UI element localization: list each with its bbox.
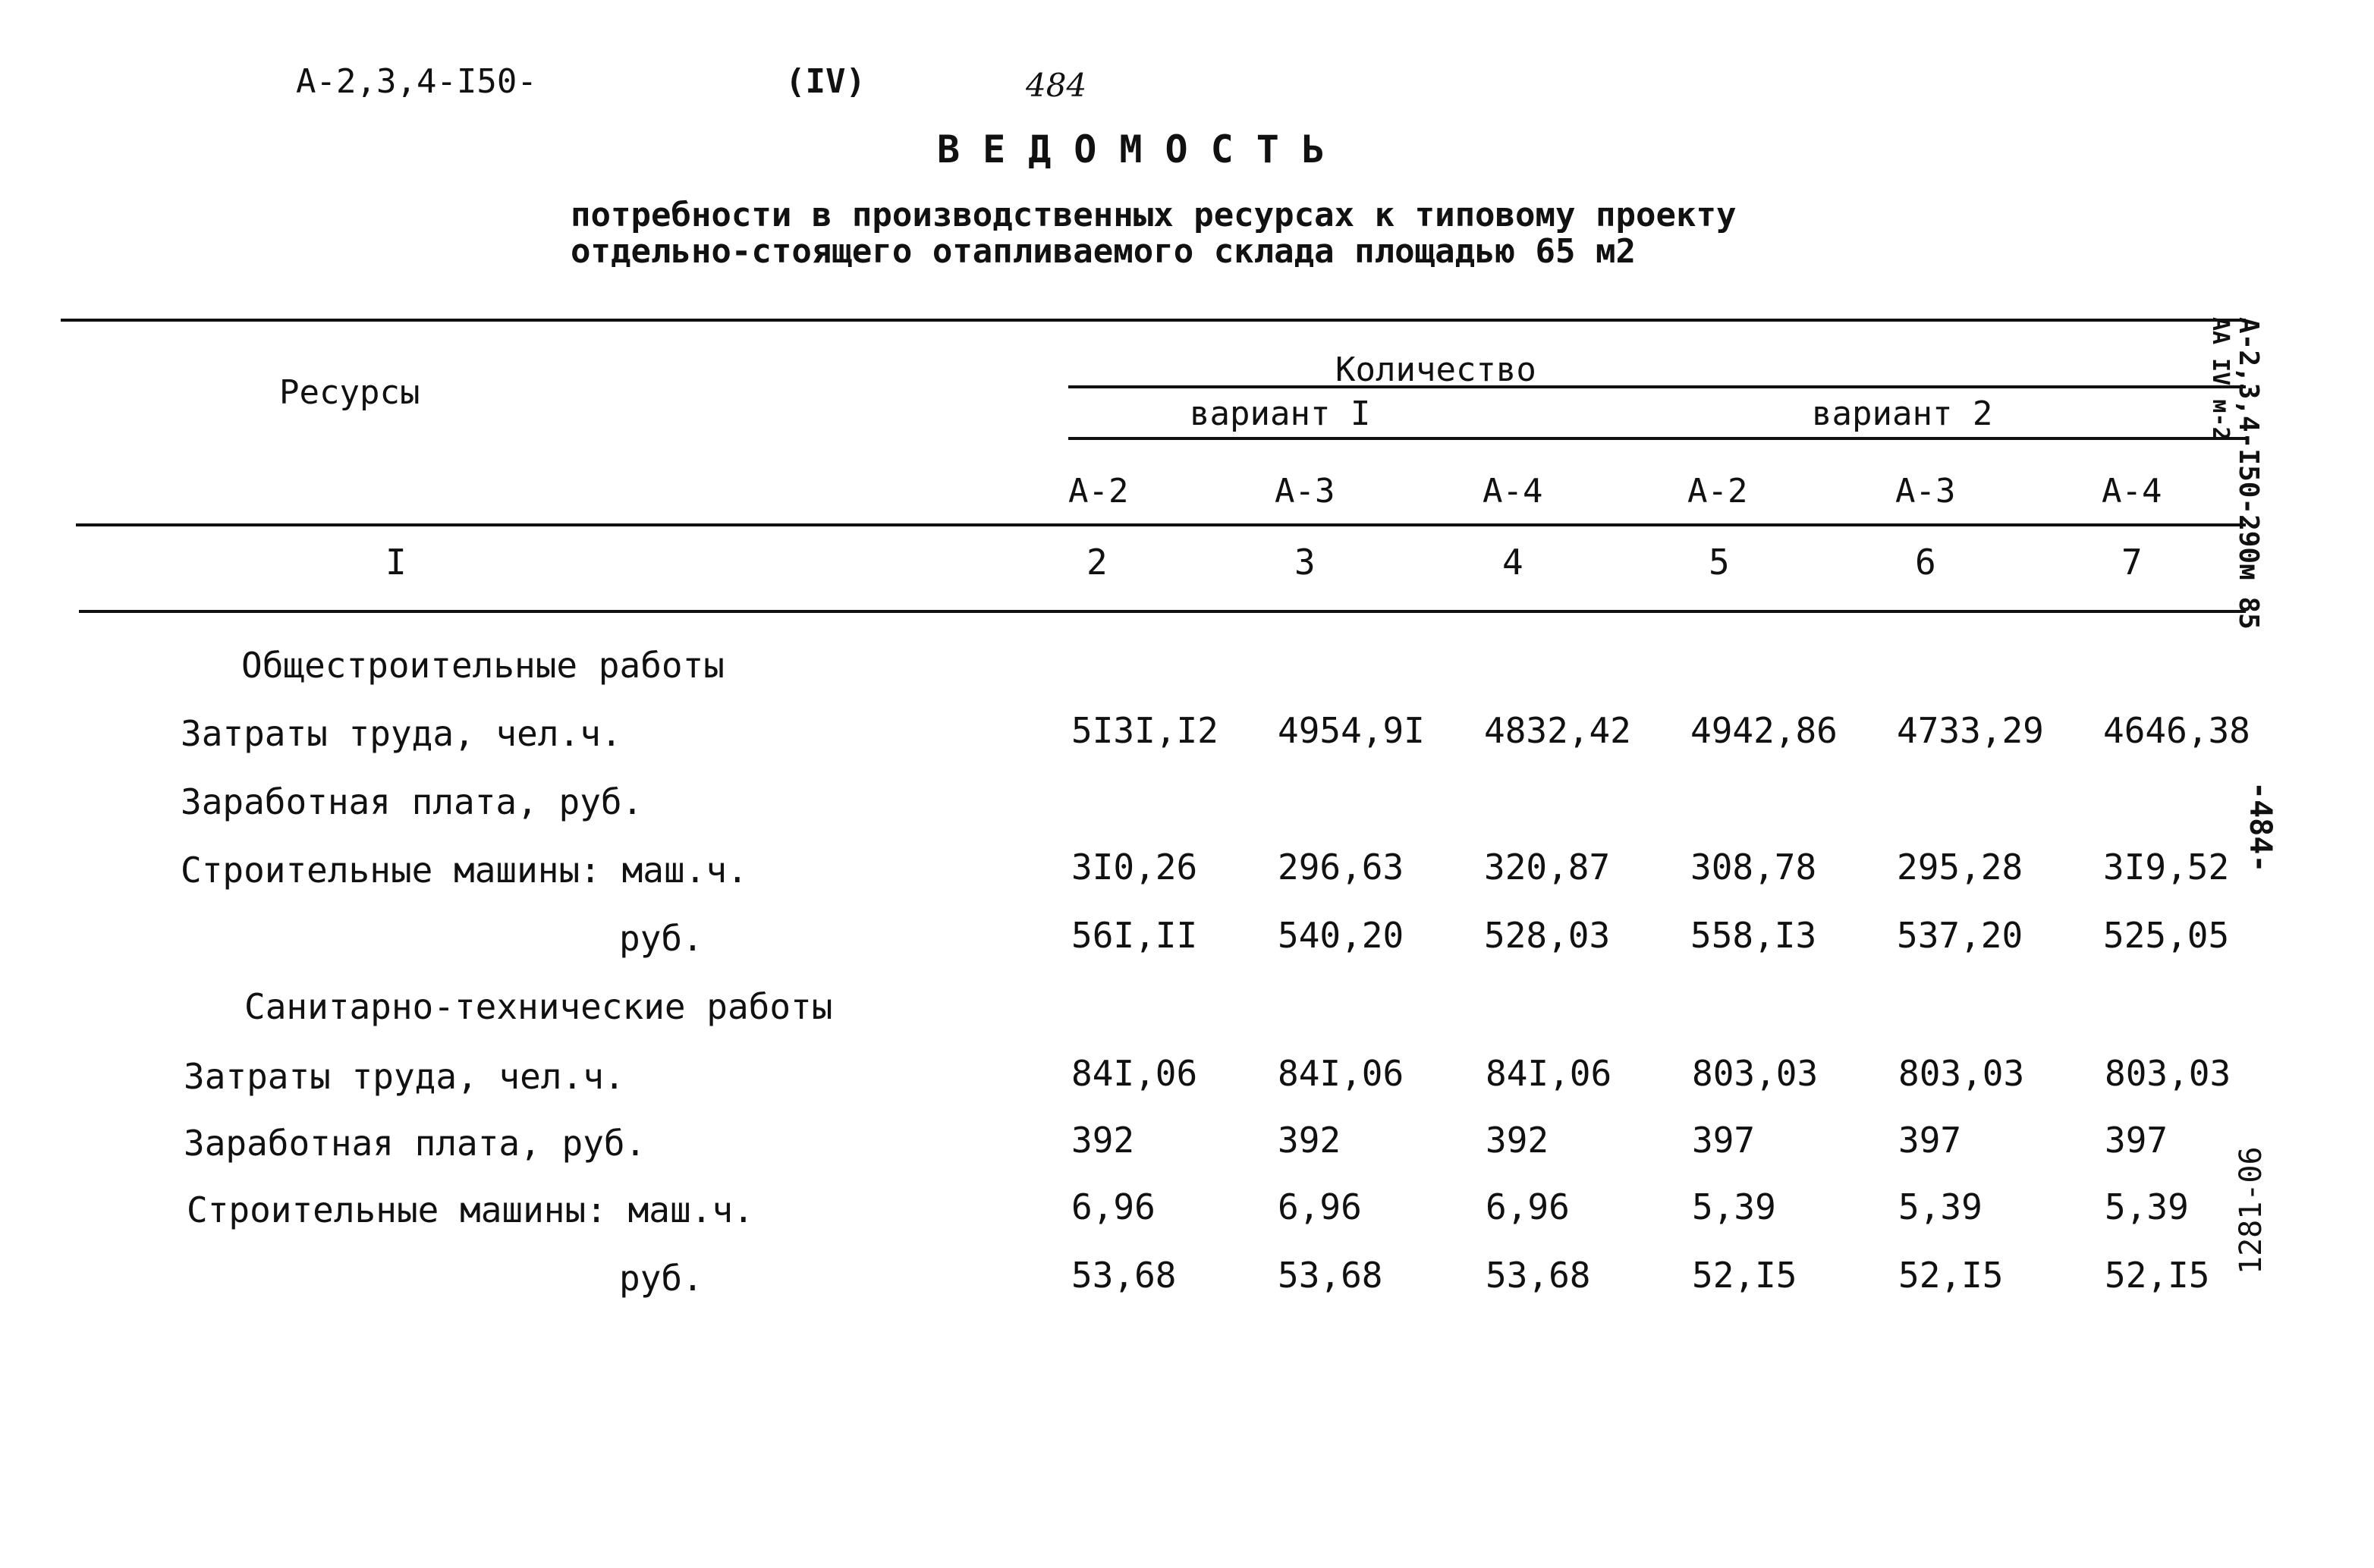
table-cell: 5,39 <box>1898 1186 1983 1227</box>
subtitle-line-1: потребности в производственных ресурсах к типовому проекту <box>571 196 1737 234</box>
section-title: Общестроительные работы <box>241 645 725 686</box>
table-cell: 6,96 <box>1486 1186 1570 1227</box>
col-header-a4-v1: А-4 <box>1483 472 1543 511</box>
table-top-rule <box>61 319 2246 322</box>
table-cell: 803,03 <box>1898 1053 2025 1094</box>
table-cell: 308,78 <box>1690 847 1817 888</box>
table-cell: 84I,06 <box>1486 1053 1612 1094</box>
row-label: Заработная плата, руб. <box>181 781 643 822</box>
table-cell: 6,96 <box>1278 1186 1362 1227</box>
table-cell: 4832,42 <box>1484 710 1631 751</box>
table-cell: 53,68 <box>1071 1255 1177 1296</box>
col-header-a2-v2: А-2 <box>1687 472 1748 511</box>
col-number: 6 <box>1915 542 1936 583</box>
table-cell: 3I0,26 <box>1071 847 1198 888</box>
col-header-a2-v1: А-2 <box>1068 472 1129 511</box>
col-header-a3-v2: А-3 <box>1895 472 1956 511</box>
document-code: А-2,3,4-I50- <box>296 62 537 101</box>
col-number: 3 <box>1294 542 1316 583</box>
table-cell: 803,03 <box>1692 1053 1819 1094</box>
variant-1-header: вариант I <box>1190 394 1371 433</box>
table-cell: 84I,06 <box>1278 1053 1404 1094</box>
variant-2-header: вариант 2 <box>1812 394 1993 433</box>
table-cell: 5,39 <box>2105 1186 2189 1227</box>
table-cell: 525,05 <box>2103 915 2230 956</box>
col-header-a4-v2: А-4 <box>2102 472 2162 511</box>
row-label: руб. <box>619 1258 703 1299</box>
table-cell: 392 <box>1486 1120 1549 1161</box>
section-title: Санитарно-технические работы <box>244 986 833 1027</box>
table-cell: 53,68 <box>1486 1255 1591 1296</box>
col-number: 2 <box>1086 542 1108 583</box>
table-cell: 803,03 <box>2105 1053 2231 1094</box>
col-header-a3-v1: А-3 <box>1275 472 1335 511</box>
handwritten-page-number: 484 <box>1026 67 1087 104</box>
margin-stamp-vertical: А-2,3,4-I50-290м 85 <box>2233 317 2264 630</box>
row-label: Заработная плата, руб. <box>184 1123 646 1164</box>
document-title: ВЕДОМОСТЬ <box>937 127 1347 171</box>
col-number: 7 <box>2121 542 2143 583</box>
resource-header: Ресурсы <box>279 373 420 412</box>
margin-stamp-sub: АА IV м-2 <box>2207 317 2234 441</box>
numbers-bottom-rule <box>79 610 2246 613</box>
subtitle-line-2: отдельно-стоящего отапливаемого склада площадью 65 м2 <box>571 232 1636 271</box>
col-number: 5 <box>1709 542 1730 583</box>
table-cell: 397 <box>1692 1120 1756 1161</box>
sheet-mark: (IV) <box>785 62 866 101</box>
variant-rule <box>1068 437 2246 440</box>
row-label: Строительные машины: маш.ч. <box>181 850 748 891</box>
row-label: Затраты труда, чел.ч. <box>181 713 622 754</box>
table-cell: 53,68 <box>1278 1255 1383 1296</box>
table-cell: 3I9,52 <box>2103 847 2230 888</box>
table-cell: 6,96 <box>1071 1186 1156 1227</box>
table-cell: 5,39 <box>1692 1186 1776 1227</box>
margin-page-mark: -484- <box>2243 781 2278 873</box>
table-cell: 4954,9I <box>1278 710 1425 751</box>
row-label: Затраты труда, чел.ч. <box>184 1056 625 1097</box>
table-cell: 56I,II <box>1071 915 1198 956</box>
table-cell: 537,20 <box>1897 915 2023 956</box>
row-label: Строительные машины: маш.ч. <box>187 1189 754 1230</box>
table-cell: 4942,86 <box>1690 710 1838 751</box>
table-cell: 392 <box>1278 1120 1341 1161</box>
table-cell: 295,28 <box>1897 847 2023 888</box>
table-cell: 296,63 <box>1278 847 1404 888</box>
table-cell: 52,I5 <box>1898 1255 2004 1296</box>
quantity-rule <box>1068 385 2246 388</box>
table-cell: 558,I3 <box>1690 915 1817 956</box>
table-cell: 52,I5 <box>2105 1255 2210 1296</box>
margin-code: 1281-06 <box>2234 1146 2269 1274</box>
table-cell: 4646,38 <box>2103 710 2250 751</box>
table-cell: 540,20 <box>1278 915 1404 956</box>
table-cell: 52,I5 <box>1692 1255 1797 1296</box>
table-cell: 397 <box>1898 1120 1962 1161</box>
table-cell: 397 <box>2105 1120 2168 1161</box>
table-cell: 5I3I,I2 <box>1071 710 1218 751</box>
col-number: I <box>385 542 407 583</box>
col-number: 4 <box>1502 542 1523 583</box>
header-bottom-rule <box>76 523 2246 526</box>
quantity-header: Количество <box>1335 350 1536 389</box>
table-cell: 84I,06 <box>1071 1053 1198 1094</box>
table-cell: 4733,29 <box>1897 710 2044 751</box>
table-cell: 528,03 <box>1484 915 1611 956</box>
row-label: руб. <box>619 918 703 959</box>
table-cell: 320,87 <box>1484 847 1611 888</box>
table-cell: 392 <box>1071 1120 1135 1161</box>
